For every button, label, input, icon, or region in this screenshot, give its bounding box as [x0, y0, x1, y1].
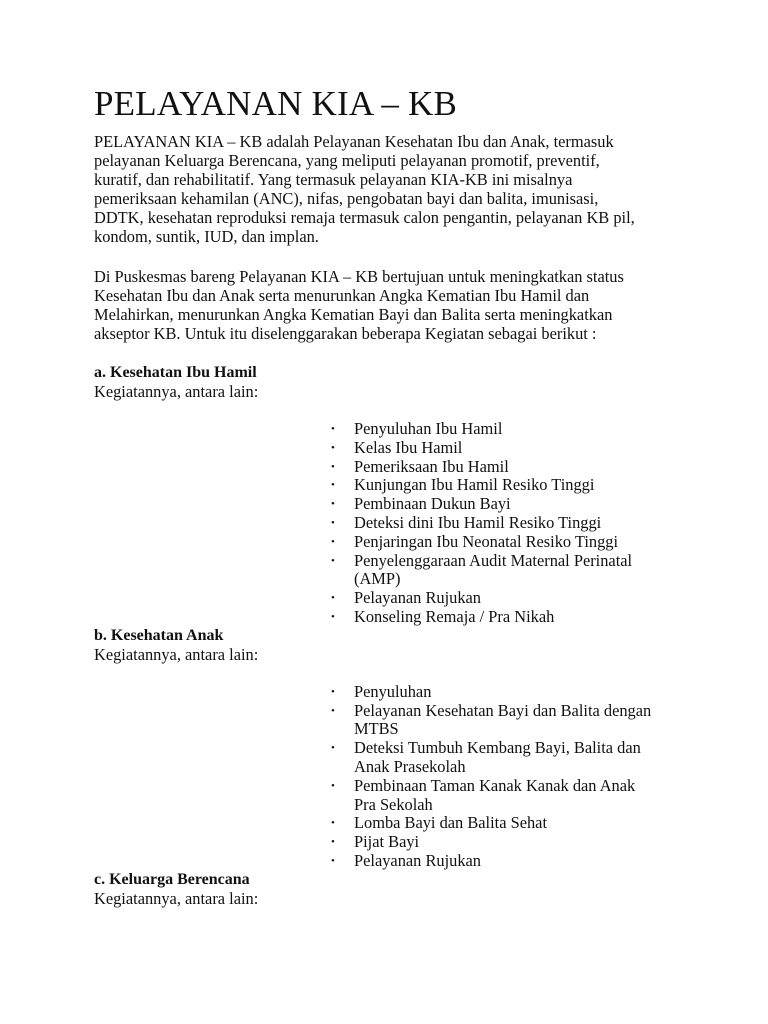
- bullet-icon: •: [331, 592, 335, 605]
- list-item-text: Pelayanan Rujukan: [354, 588, 481, 608]
- list-item-text: Pembinaan Taman Kanak Kanak dan Anak: [354, 775, 636, 795]
- list-item: [331, 738, 694, 777]
- list-item-text: Penyelenggaraan Audit Maternal Perinatal: [354, 550, 633, 570]
- intro-line: PELAYANAN KIA – KB adalah Pelayanan Kesehatan Ibu dan Anak, termasuk: [94, 132, 614, 151]
- bullet-icon: •: [331, 554, 335, 567]
- list-item-text: Penyuluhan: [354, 681, 432, 701]
- list-item-text: Deteksi Tumbuh Kembang Bayi, Balita dan: [354, 738, 641, 758]
- list-item: [331, 512, 694, 533]
- list-item: [331, 775, 694, 815]
- bullet-icon: •: [331, 535, 335, 548]
- intro-line: kondom, suntik, IUD, dan implan.: [94, 227, 319, 246]
- bullet-icon: •: [331, 854, 335, 867]
- list-item-text: Deteksi dini Ibu Hamil Resiko Tinggi: [354, 512, 602, 532]
- list-item-text: Kelas Ibu Hamil: [354, 437, 463, 457]
- activity-list: [94, 683, 694, 871]
- section-a: [94, 364, 694, 627]
- list-item: [331, 550, 694, 590]
- list-item: [331, 437, 694, 458]
- list-item: [331, 681, 694, 702]
- page-title: PELAYANAN KIA – KB: [94, 84, 458, 123]
- list-item-text: Anak Prasekolah: [354, 756, 466, 776]
- section-c: [94, 871, 694, 908]
- bullet-icon: •: [331, 498, 335, 511]
- list-item-text: Pra Sekolah: [354, 794, 433, 814]
- intro-line: DDTK, kesehatan reproduksi remaja termasuk calon pengantin, pelayanan KB pil,: [94, 208, 635, 227]
- list-item-text: Pembinaan Dukun Bayi: [354, 494, 511, 514]
- bullet-icon: •: [331, 460, 335, 473]
- bullet-icon: •: [331, 685, 335, 698]
- list-item: [331, 456, 694, 477]
- section-subheading: Kegiatannya, antara lain:: [94, 644, 259, 664]
- list-item-text: Pijat Bayi: [354, 832, 420, 852]
- purpose-line: Melahirkan, menurunkan Angka Kematian Bayi dan Balita serta meningkatkan: [94, 305, 613, 324]
- section-b: [94, 627, 694, 871]
- spacer: [94, 401, 694, 420]
- list-item-text: MTBS: [354, 719, 399, 739]
- section-heading: b. Kesehatan Anak: [94, 626, 224, 644]
- bullet-icon: •: [331, 441, 335, 454]
- section-subheading: Kegiatannya, antara lain:: [94, 888, 259, 908]
- spacer: [94, 343, 694, 364]
- list-item-text: Pemeriksaan Ibu Hamil: [354, 456, 509, 476]
- list-item: [331, 531, 694, 552]
- purpose-line: Kesehatan Ibu dan Anak serta menurunkan Angka Kematian Ibu Hamil dan: [94, 286, 590, 305]
- list-item: [331, 475, 694, 495]
- bullet-icon: •: [331, 742, 335, 755]
- bullet-icon: •: [331, 516, 335, 529]
- list-item: [331, 588, 694, 608]
- activity-list: [94, 420, 694, 627]
- document-page: [94, 82, 694, 908]
- intro-line: pelayanan Keluarga Berencana, yang meliputi pelayanan promotif, preventif,: [94, 151, 600, 170]
- section-heading: c. Keluarga Berencana: [94, 870, 250, 888]
- list-item-text: Pelayanan Kesehatan Bayi dan Balita dengan: [354, 700, 652, 720]
- bullet-icon: •: [331, 836, 335, 849]
- list-item: [331, 850, 694, 871]
- bullet-icon: •: [331, 423, 335, 435]
- bullet-icon: •: [331, 479, 335, 492]
- list-item-text: Konseling Remaja / Pra Nikah: [354, 606, 555, 626]
- purpose-line: Di Puskesmas bareng Pelayanan KIA – KB bertujuan untuk meningkatkan status: [94, 267, 624, 286]
- spacer: [94, 246, 694, 267]
- list-item-text: Penyuluhan Ibu Hamil: [354, 419, 503, 438]
- intro-line: pemeriksaan kehamilan (ANC), nifas, pengobatan bayi dan balita, imunisasi,: [94, 189, 599, 208]
- section-subheading: Kegiatannya, antara lain:: [94, 382, 259, 401]
- bullet-icon: •: [331, 610, 335, 623]
- spacer: [94, 664, 694, 683]
- list-item: [331, 832, 694, 852]
- purpose-line: akseptor KB. Untuk itu diselenggarakan beberapa Kegiatan sebagai berikut :: [94, 324, 597, 343]
- list-item-text: Pelayanan Rujukan: [354, 850, 481, 870]
- list-item: [331, 606, 694, 627]
- bullet-icon: •: [331, 779, 335, 792]
- list-item: [331, 419, 694, 439]
- section-heading: a. Kesehatan Ibu Hamil: [94, 364, 257, 381]
- purpose-paragraph: [94, 267, 684, 343]
- intro-line: kuratif, dan rehabilitatif. Yang termasuk pelayanan KIA-KB ini misalnya: [94, 170, 573, 189]
- list-item-text: Kunjungan Ibu Hamil Resiko Tinggi: [354, 475, 595, 495]
- bullet-icon: •: [331, 817, 335, 830]
- intro-paragraph: [94, 132, 684, 246]
- list-item: [331, 700, 694, 740]
- list-item-text: (AMP): [354, 569, 401, 589]
- list-item: [331, 494, 694, 514]
- list-item-text: Lomba Bayi dan Balita Sehat: [354, 813, 547, 833]
- list-item-text: Penjaringan Ibu Neonatal Resiko Tinggi: [354, 531, 619, 551]
- list-item: [331, 813, 694, 833]
- bullet-icon: •: [331, 704, 335, 717]
